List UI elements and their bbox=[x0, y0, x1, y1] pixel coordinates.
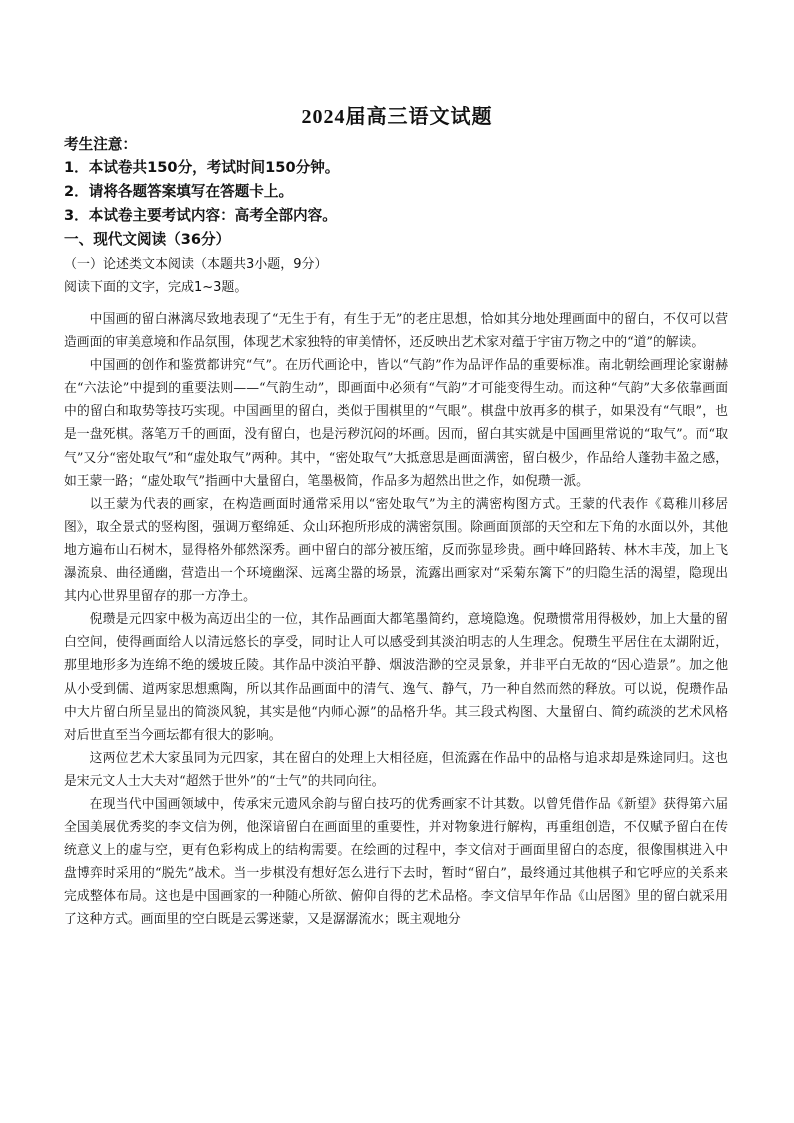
notice-item: 1．本试卷共150分，考试时间150分钟。 bbox=[64, 159, 340, 176]
notice-item: 2．请将各题答案填写在答题卡上。 bbox=[64, 183, 294, 200]
reading-passage bbox=[64, 308, 728, 932]
notice-item: 3．本试卷主要考试内容：高考全部内容。 bbox=[64, 207, 337, 224]
section-subheading: （一）论述类文本阅读（本题共3小题，9分） bbox=[64, 257, 328, 272]
passage-paragraph: 以王蒙为代表的画家，在构造画面时通常采用以“密处取气”为主的满密构图方式。王蒙的代表作《葛稚川移居图》，取全景式的竖构图，强调万壑绵延、众山环抱所形成的满密氛围。除画面顶部的天空和左下角的水面以外，其他地方遍布山石树木，显得格外郁然深秀。画中留白的部分被压缩，反而弥显珍贵。画中峰回路转、林木丰茂，加上飞瀑流泉、曲径通幽，营造出一个环境幽深、远离尘嚣的场景，流露出画家对“采菊东篱下”的归隐生活的渴望，隐现出其内心世界里留存的那一方净土。 bbox=[64, 496, 728, 605]
reading-instruction: 阅读下面的文字，完成1~3题。 bbox=[64, 280, 248, 295]
section-heading: 一、现代文阅读（36分） bbox=[64, 231, 231, 248]
passage-paragraph: 倪瓒是元四家中极为高迈出尘的一位，其作品画面大都笔墨简约，意境隐逸。倪瓒惯常用得极妙，加上大量的留白空间，使得画面给人以清远悠长的享受，同时让人可以感受到其淡泊明志的人生理念。倪瓒生平居住在太湖附近，那里地形多为连绵不绝的缓坡丘陵。其作品中淡泊平静、烟波浩渺的空灵景象，并非平白无故的“因心造景”。加之他从小受到儒、道两家思想熏陶，所以其作品画面中的清气、逸气、静气，乃一种自然而然的释放。可以说，倪瓒作品中大片留白所呈显出的简淡风貌，其实是他“内师心源”的品格升华。其三段式构图、大量留白、简约疏淡的艺术风格对后世直至当今画坛都有很大的影响。 bbox=[64, 612, 728, 743]
passage-paragraph: 这两位艺术大家虽同为元四家，其在留白的处理上大相径庭，但流露在作品中的品格与追求却是殊途同归。这也是宋元文人士大夫对“超然于世外”的“士气”的共同向往。 bbox=[64, 750, 728, 789]
notice-heading: 考生注意： bbox=[64, 136, 137, 153]
passage-paragraph: 在现当代中国画领域中，传承宋元遗风余韵与留白技巧的优秀画家不计其数。以曾凭借作品《新望》获得第六届全国美展优秀奖的李文信为例，他深谙留白在画面里的重要性，并对物象进行解构，再重组创造，不仅赋予留白在传统意义上的虚与空，更有色彩构成上的结构需要。在绘画的过程中，李文信对于画面里留白的态度，很像围棋进入中盘博弈时采用的“脱先”战术。当一步棋没有想好怎么进行下去时，暂时“留白”，最终通过其他棋子和它呼应的关系来完成整体布局。这也是中国画家的一种随心所欲、俯仰自得的艺术品格。李文信早年作品《山居图》里的留白就采用了这种方式。画面里的空白既是云雾迷蒙，又是潺潺流水；既主观地分 bbox=[64, 796, 728, 928]
passage-paragraph: 中国画的创作和鉴赏都讲究“气”。在历代画论中，皆以“气韵”作为品评作品的重要标准。南北朝绘画理论家谢赫在“六法论”中提到的重要法则——“气韵生动”，即画面中必须有“气韵”才可能变得生动。而这种“气韵”大多依靠画面中的留白和取势等技巧实现。中国画里的留白，类似于围棋里的“气眼”。棋盘中放再多的棋子，如果没有“气眼”，也是一盘死棋。落笔万千的画面，没有留白，也是污秽沉闷的坏画。因而，留白其实就是中国画里常说的“取气”。而“取气”又分“密处取气”和“虚处取气”两种。其中，“密处取气”大抵意思是画面满密，留白极少，作品给人蓬勃丰盈之感，如王蒙一路；“虚处取气”指画中大量留白，笔墨极简，作品多为超然出世之作，如倪瓒一派。 bbox=[64, 358, 728, 489]
passage-paragraph: 中国画的留白淋漓尽致地表现了“无生于有，有生于无”的老庄思想，恰如其分地处理画面中的留白，不仅可以营造画面的审美意境和作品氛围，体现艺术家独特的审美情怀，还反映出艺术家对蕴于宇宙万物之中的“道”的解读。 bbox=[64, 312, 728, 351]
page-title: 2024届高三语文试题 bbox=[301, 106, 493, 128]
